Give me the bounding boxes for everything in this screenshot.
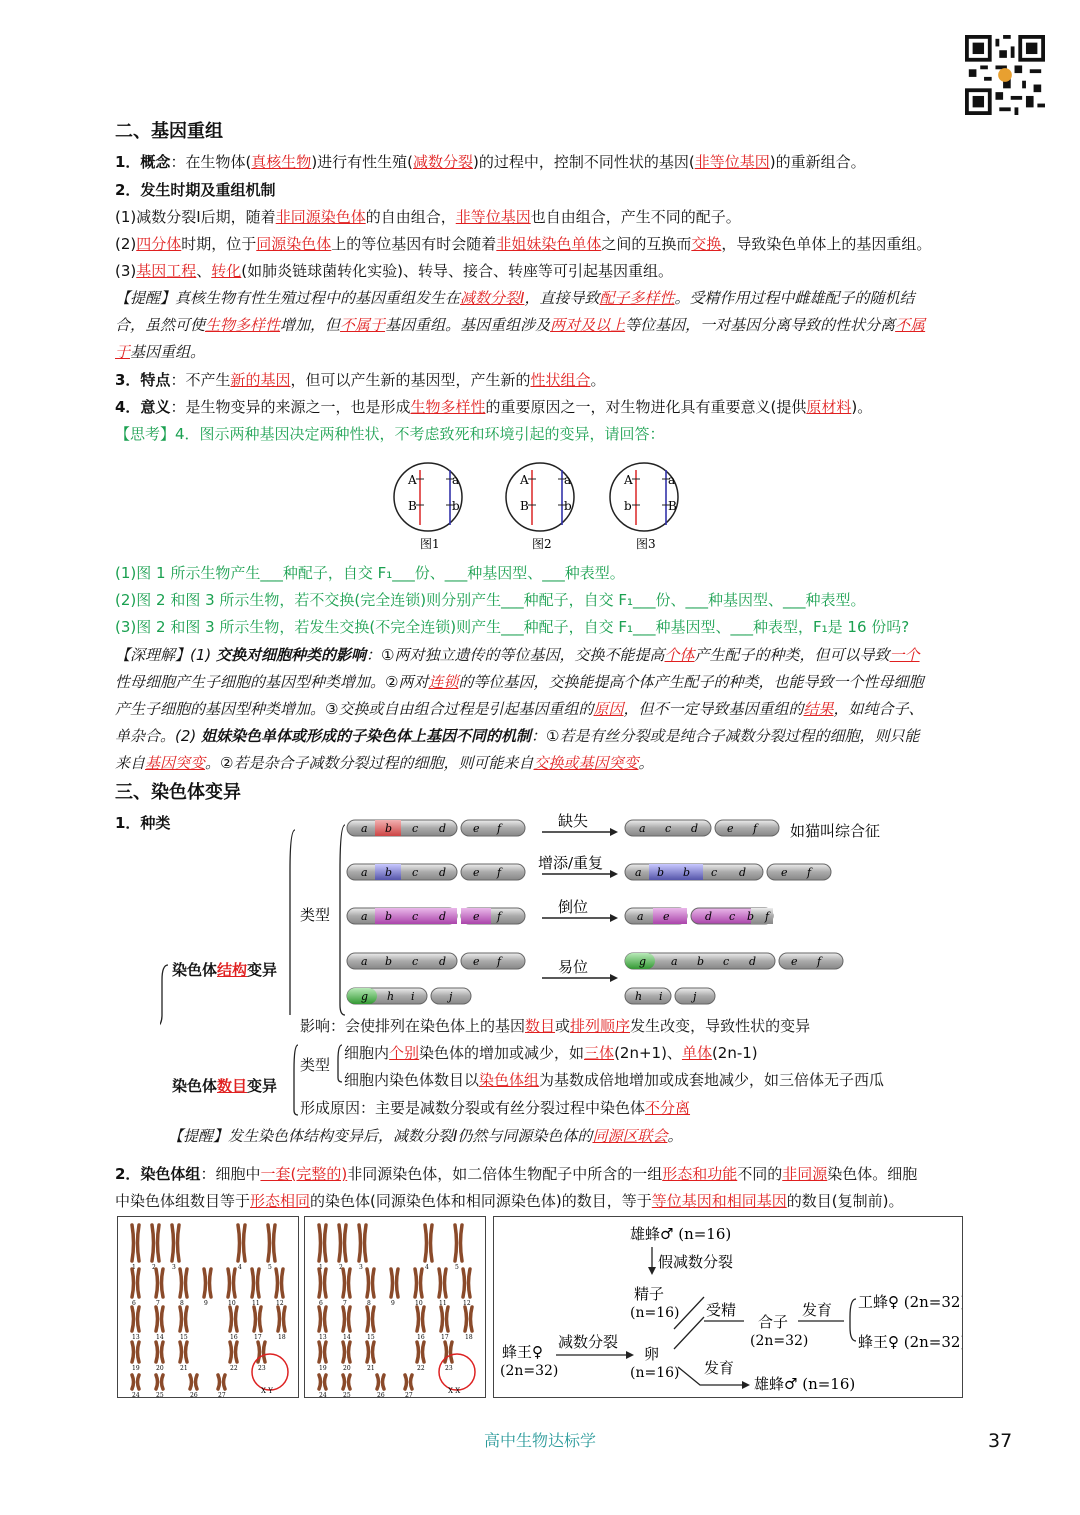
karyotype-chromosome <box>319 1307 326 1331</box>
karyotype-number: 21 <box>180 1365 188 1372</box>
cell-caption: 图3 <box>636 537 656 551</box>
karyotype-chromosome <box>417 1342 424 1362</box>
karyotype-chromosome <box>367 1307 374 1331</box>
karyotype-female <box>304 1216 486 1398</box>
sex-chromosome-label: X Y <box>261 1387 273 1395</box>
tip-line-2: 合，虽然可使生物多样性增加，但不属于基因重组。基因重组涉及两对及以上等位基因，一对基因分离导致的性状分离不属 <box>115 316 926 334</box>
svg-text:c: c <box>412 955 419 968</box>
chromosome-inversion <box>625 908 773 924</box>
karyotype-chromosome <box>204 1269 211 1297</box>
duplication-label: 增添/重复 <box>538 854 604 872</box>
karyotype-number: 4 <box>425 1264 429 1271</box>
bee-sperm: 精子 <box>634 1285 665 1303</box>
karyotype-chromosome <box>190 1375 197 1389</box>
svg-text:a: a <box>361 910 368 923</box>
allele-label: a <box>452 473 460 487</box>
karyotype-number: 23 <box>445 1365 453 1372</box>
page-number: 37 <box>988 1430 1013 1452</box>
karyotype-chromosome <box>258 1342 265 1362</box>
bee-queen-out: 蜂王♀ (2n=32) <box>858 1333 962 1351</box>
karyotype-chromosome <box>343 1375 350 1389</box>
svg-text:f: f <box>497 822 502 835</box>
cell-figure-2 <box>506 463 574 551</box>
mechanism-title: 2．发生时期及重组机制 <box>115 181 276 199</box>
bee-male-out: 雄蜂♂ (n=16) <box>754 1375 856 1393</box>
karyotype-chromosome <box>359 1225 366 1261</box>
karyotype-chromosome <box>230 1307 237 1331</box>
karyotype-chromosome <box>156 1269 163 1297</box>
svg-text:d: d <box>439 955 447 968</box>
karyotype-number: 7 <box>343 1300 347 1307</box>
karyotype-number: 7 <box>156 1300 160 1307</box>
deletion-label: 缺失 <box>558 812 589 830</box>
svg-text:a: a <box>635 866 642 879</box>
bee-worker: 工蜂♀ (2n=32) <box>858 1293 962 1311</box>
karyotype-number: 18 <box>465 1334 473 1341</box>
karyotype-number: 5 <box>455 1264 459 1271</box>
chromosome-normal <box>347 908 525 924</box>
karyotype-number: 17 <box>441 1334 449 1341</box>
karyotype-number: 20 <box>343 1365 351 1372</box>
svg-text:e: e <box>473 910 480 923</box>
svg-text:a: a <box>639 822 646 835</box>
svg-text:a: a <box>361 955 368 968</box>
karyotype-chromosome <box>415 1269 422 1297</box>
karyotype-chromosome <box>439 1269 446 1297</box>
karyotype-chromosome <box>156 1375 163 1389</box>
svg-text:e: e <box>473 866 480 879</box>
karyotype-chromosome <box>465 1307 472 1331</box>
svg-text:a: a <box>637 910 644 923</box>
cause-line: 形成原因：主要是减数分裂或有丝分裂过程中染色体不分离 <box>300 1099 691 1117</box>
karyotype-chromosome <box>343 1307 350 1331</box>
svg-text:c: c <box>412 822 419 835</box>
karyotype-chromosome <box>152 1225 159 1261</box>
svg-text:d: d <box>691 822 699 835</box>
group-line-1: 2．染色体组：细胞中一套(完整的)非同源染色体，如二倍体生物配子中所含的一组形态和功能不同的非同源染色体。细胞 <box>115 1165 918 1183</box>
karyotype-chromosome <box>339 1225 346 1261</box>
svg-text:i: i <box>411 990 415 1003</box>
svg-text:h: h <box>635 990 643 1003</box>
svg-text:f: f <box>817 955 822 968</box>
karyotype-number: 4 <box>238 1264 242 1271</box>
cell-figure-3 <box>610 463 678 551</box>
karyotype-chromosome <box>172 1225 179 1261</box>
svg-text:e: e <box>727 822 734 835</box>
karyotype-number: 12 <box>463 1300 471 1307</box>
karyotype-chromosome <box>252 1269 259 1297</box>
karyotype-number: 2 <box>152 1264 156 1271</box>
bee-develop-2: 发育 <box>704 1359 735 1377</box>
allele-label: b <box>564 499 572 513</box>
svg-text:c: c <box>665 822 672 835</box>
deep-line-5: 来自基因突变。②若是杂合子减数分裂过程的细胞，则可能来自交换或基因突变。 <box>115 754 654 772</box>
svg-text:g: g <box>361 990 369 1003</box>
bee-queen: 蜂王♀ <box>502 1343 543 1361</box>
karyotype-number: 27 <box>218 1392 226 1397</box>
karyotype-number: 11 <box>439 1300 447 1307</box>
karyotype-number: 10 <box>228 1300 236 1307</box>
karyotype-male <box>117 1216 299 1398</box>
karyotype-chromosome <box>218 1375 225 1389</box>
karyotype-number: 8 <box>180 1300 184 1307</box>
karyotype-chromosome <box>463 1269 470 1297</box>
svg-text:b: b <box>385 822 393 835</box>
karyotype-chromosome <box>455 1225 462 1261</box>
karyotype-number: 16 <box>230 1334 238 1341</box>
karyotype-chromosome <box>367 1269 374 1297</box>
karyotype-number: 10 <box>415 1300 423 1307</box>
karyotype-chromosome <box>377 1375 384 1389</box>
karyotype-number: 14 <box>156 1334 164 1341</box>
karyotype-chromosome <box>228 1269 235 1297</box>
svg-text:d: d <box>705 910 713 923</box>
bee-sperm-n: (n=16) <box>630 1305 680 1321</box>
svg-text:d: d <box>739 866 747 879</box>
kinds-title: 1．种类 <box>115 814 171 832</box>
cell-figure-1 <box>394 463 462 551</box>
structure-variation-label: 染色体结构变异 <box>172 961 278 979</box>
svg-text:b: b <box>657 866 665 879</box>
effect-line: 影响：会使排列在染色体上的基因数目或排列顺序发生改变，导致性状的变异 <box>300 1017 811 1035</box>
svg-text:e: e <box>473 822 480 835</box>
concept-line: 1．概念：在生物体(真核生物)进行有性生殖(减数分裂)的过程中，控制不同性状的基因(非等位基因)的重新组合。 <box>115 153 866 171</box>
question-3: (3)图 2 和图 3 所示生物，若发生交换(不完全连锁)则产生___种配子，自交 F₁___种基因型、___种表型，F₁是 16 份吗? <box>115 618 910 636</box>
svg-text:f: f <box>497 866 502 879</box>
chromosome-normal <box>347 820 525 836</box>
meaning-line: 4．意义：是生物变异的来源之一，也是形成生物多样性的重要原因之一，对生物进化具有重要意义(提供原材料)。 <box>115 398 873 416</box>
karyotype-number: 19 <box>132 1365 140 1372</box>
karyotype-chromosome <box>238 1225 245 1261</box>
svg-text:b: b <box>385 866 393 879</box>
bee-egg-n: (n=16) <box>630 1365 680 1381</box>
chromosome-translocated-rest <box>625 988 715 1004</box>
svg-text:b: b <box>747 910 755 923</box>
karyotype-number: 1 <box>319 1264 323 1271</box>
svg-text:f: f <box>765 910 770 923</box>
allele-label: A <box>624 473 633 487</box>
karyotype-number: 25 <box>156 1392 164 1397</box>
karyotype-number: 5 <box>268 1264 272 1271</box>
svg-text:d: d <box>439 910 447 923</box>
svg-text:e: e <box>473 955 480 968</box>
karyotype-chromosome <box>319 1342 326 1362</box>
svg-text:a: a <box>671 955 678 968</box>
karyotype-number: 2 <box>339 1264 343 1271</box>
karyotype-chromosome <box>391 1269 398 1297</box>
allele-label: b <box>452 499 460 513</box>
chromosome-duplication <box>625 864 831 880</box>
bee-fertilization: 受精 <box>706 1301 737 1319</box>
karyotype-number: 12 <box>276 1300 284 1307</box>
karyotype-number: 9 <box>391 1300 395 1307</box>
allele-label: a <box>564 473 572 487</box>
karyotype-chromosome <box>156 1307 163 1331</box>
karyotype-chromosome <box>343 1269 350 1297</box>
svg-text:i: i <box>659 990 663 1003</box>
cell-caption: 图1 <box>420 537 440 551</box>
number-variation-label: 染色体数目变异 <box>172 1077 278 1095</box>
karyotype-number: 18 <box>278 1334 286 1341</box>
karyotype-chromosome <box>180 1269 187 1297</box>
footer-logo: 高中生物达标学 <box>483 1431 596 1450</box>
deep-line-4: 单杂合。(2) 姐妹染色单体或形成的子染色体上基因不同的机制：①若是有丝分裂或是纯合子减数分裂过程的细胞，则只能 <box>115 727 920 745</box>
karyotype-number: 26 <box>190 1392 198 1397</box>
karyotype-number: 26 <box>377 1392 385 1397</box>
karyotype-chromosome <box>230 1342 237 1362</box>
svg-text:f: f <box>497 910 502 923</box>
karyotype-number: 24 <box>132 1392 140 1397</box>
svg-text:e: e <box>663 910 670 923</box>
question-2: (2)图 2 和图 3 所示生物，若不交换(完全连锁)则分别产生___种配子，自交 F₁___份、___种基因型、___种表型。 <box>115 591 866 609</box>
svg-text:a: a <box>361 866 368 879</box>
karyotype-chromosome <box>132 1269 139 1297</box>
allele-label: A <box>520 473 529 487</box>
svg-text:c: c <box>723 955 730 968</box>
tip-line-3: 于基因重组。 <box>115 343 206 361</box>
sex-chromosome-label: X X <box>448 1387 461 1395</box>
bee-zygote-n: (2n=32) <box>750 1333 809 1349</box>
svg-text:d: d <box>749 955 757 968</box>
bee-develop-1: 发育 <box>802 1301 833 1319</box>
karyotype-number: 13 <box>132 1334 140 1341</box>
allele-label: A <box>408 473 417 487</box>
chromosome-nonhomologous <box>347 988 471 1004</box>
mechanism-1: (1)减数分裂Ⅰ后期，随着非同源染色体的自由组合，非等位基因也自由组合，产生不同的配子。 <box>115 208 741 226</box>
chromosome-normal <box>347 864 525 880</box>
karyotype-chromosome <box>445 1342 452 1362</box>
karyotype-chromosome <box>441 1307 448 1331</box>
karyotype-chromosome <box>156 1342 163 1362</box>
deep-line-3: 产生子细胞的基因型种类增加。③交换或自由组合过程是引起基因重组的原因，但不一定导致基因重组的结果，如纯合子、 <box>115 700 924 718</box>
svg-text:f: f <box>807 866 812 879</box>
karyotype-chromosome <box>132 1342 139 1362</box>
svg-text:f: f <box>497 955 502 968</box>
bee-male-top: 雄蜂♂ (n=16) <box>630 1225 732 1243</box>
karyotype-chromosome <box>180 1307 187 1331</box>
karyotype-number: 21 <box>367 1365 375 1372</box>
translocation-label: 易位 <box>558 958 589 976</box>
karyotype-chromosome <box>278 1307 285 1331</box>
chromosome-deletion <box>625 820 779 836</box>
svg-text:f: f <box>753 822 758 835</box>
karyotype-number: 8 <box>367 1300 371 1307</box>
bee-fake-meiosis: 假减数分裂 <box>658 1253 734 1271</box>
karyotype-number: 17 <box>254 1334 262 1341</box>
feature-line: 3．特点：不产生新的基因，但可以产生新的基因型，产生新的性状组合。 <box>115 371 606 389</box>
karyotype-chromosome <box>180 1342 187 1362</box>
karyotype-chromosome <box>132 1225 139 1261</box>
svg-text:a: a <box>361 822 368 835</box>
svg-text:e: e <box>781 866 788 879</box>
tip-2: 【提醒】发生染色体结构变异后，减数分裂Ⅰ仍然与同源染色体的同源区联会。 <box>168 1127 683 1145</box>
svg-text:j: j <box>449 990 453 1003</box>
sex-chromosome-circle <box>439 1354 475 1390</box>
karyotype-chromosome <box>319 1269 326 1297</box>
svg-text:c: c <box>412 910 419 923</box>
number-type-1: 细胞内个别染色体的增加或减少，如三体(2n+1)、单体(2n-1) <box>344 1044 758 1062</box>
karyotype-number: 3 <box>359 1264 363 1271</box>
karyotype-chromosome <box>417 1307 424 1331</box>
qr-code-icon <box>963 35 1047 115</box>
svg-text:d: d <box>439 822 447 835</box>
karyotype-number: 15 <box>367 1334 375 1341</box>
karyotype-chromosome <box>254 1307 261 1331</box>
allele-label: B <box>668 499 677 513</box>
karyotype-chromosome <box>405 1375 412 1389</box>
karyotype-number: 9 <box>204 1300 208 1307</box>
allele-label: B <box>408 499 417 513</box>
inversion-label: 倒位 <box>558 898 589 916</box>
karyotype-number: 24 <box>319 1392 327 1397</box>
question-1: (1)图 1 所示生物产生___种配子，自交 F₁___份、___种基因型、___种表型。 <box>115 564 625 582</box>
deep-line-1: 【深理解】(1) 交换对细胞种类的影响：①两对独立遗传的等位基因，交换不能提高个体产生配子的种类，但可以导致一个 <box>115 646 920 664</box>
karyotype-chromosome <box>268 1225 275 1261</box>
cell-diagrams <box>390 450 700 555</box>
svg-text:e: e <box>791 955 798 968</box>
karyotype-number: 1 <box>132 1264 136 1271</box>
allele-label: B <box>520 499 529 513</box>
chromosome-structure-diagram <box>160 810 920 1030</box>
karyotype-number: 16 <box>417 1334 425 1341</box>
karyotype-chromosome <box>132 1307 139 1331</box>
section-title: 三、染色体变异 <box>115 782 241 803</box>
svg-text:c: c <box>711 866 718 879</box>
tip-line-1: 【提醒】真核生物有性生殖过程中的基因重组发生在减数分裂Ⅰ，直接导致配子多样性。受精作用过程中雌雄配子的随机结 <box>115 289 915 307</box>
bee-meiosis: 减数分裂 <box>558 1333 619 1351</box>
cell-caption: 图2 <box>532 537 552 551</box>
sex-chromosome-circle <box>252 1354 288 1390</box>
karyotype-chromosome <box>132 1375 139 1389</box>
svg-text:g: g <box>639 955 647 968</box>
karyotype-chromosome <box>367 1342 374 1362</box>
karyotype-number: 19 <box>319 1365 327 1372</box>
svg-text:j: j <box>693 990 697 1003</box>
karyotype-number: 22 <box>230 1365 238 1372</box>
karyotype-chromosome <box>319 1225 326 1261</box>
karyotype-number: 20 <box>156 1365 164 1372</box>
karyotype-number: 11 <box>252 1300 260 1307</box>
deletion-example: 如猫叫综合征 <box>790 822 881 840</box>
type-label: 类型 <box>300 906 331 924</box>
deep-line-2: 性母细胞产生子细胞的基因型种类增加。②两对连锁的等位基因，交换能提高个体产生配子的种类，也能导致一个性母细胞 <box>115 673 924 691</box>
karyotype-chromosome <box>319 1375 326 1389</box>
karyotype-chromosome <box>276 1269 283 1297</box>
karyotype-number: 3 <box>172 1264 176 1271</box>
bee-life-cycle-diagram <box>493 1216 963 1398</box>
svg-text:h: h <box>387 990 395 1003</box>
karyotype-number: 14 <box>343 1334 351 1341</box>
bee-queen-n: (2n=32) <box>500 1363 559 1379</box>
karyotype-number: 6 <box>132 1300 136 1307</box>
number-type-2: 细胞内染色体数目以染色体组为基数成倍地增加或成套地减少，如三倍体无子西瓜 <box>344 1071 885 1089</box>
svg-text:b: b <box>385 910 393 923</box>
svg-text:b: b <box>683 866 691 879</box>
section-title: 二、基因重组 <box>115 121 223 142</box>
allele-label: b <box>624 499 632 513</box>
think-question: 【思考】4．图示两种基因决定两种性状，不考虑致死和环境引起的变异，请回答： <box>115 425 665 443</box>
karyotype-number: 13 <box>319 1334 327 1341</box>
karyotype-number: 27 <box>405 1392 413 1397</box>
number-type-label: 类型 <box>300 1056 331 1074</box>
karyotype-chromosome <box>425 1225 432 1261</box>
svg-text:b: b <box>385 955 393 968</box>
svg-text:b: b <box>697 955 705 968</box>
karyotype-chromosome <box>343 1342 350 1362</box>
bee-egg: 卵 <box>644 1345 660 1363</box>
mechanism-3: (3)基因工程、转化(如肺炎链球菌转化实验)、转导、接合、转座等可引起基因重组。 <box>115 262 674 280</box>
karyotype-number: 22 <box>417 1365 425 1372</box>
svg-text:c: c <box>729 910 736 923</box>
group-line-2: 中染色体组数目等于形态相同的染色体(同源染色体和相同源染色体)的数目，等于等位基因和相同基因的数目(复制前)。 <box>115 1192 904 1210</box>
svg-text:d: d <box>439 866 447 879</box>
bee-zygote: 合子 <box>758 1313 789 1331</box>
karyotype-number: 6 <box>319 1300 323 1307</box>
svg-text:c: c <box>412 866 419 879</box>
karyotype-number: 15 <box>180 1334 188 1341</box>
mechanism-2: (2)四分体时期，位于同源染色体上的等位基因有时会随着非姐妹染色单体之间的互换而交换，导致染色单体上的基因重组。 <box>115 235 932 253</box>
karyotype-number: 23 <box>258 1365 266 1372</box>
allele-label: a <box>668 473 676 487</box>
karyotype-number: 25 <box>343 1392 351 1397</box>
